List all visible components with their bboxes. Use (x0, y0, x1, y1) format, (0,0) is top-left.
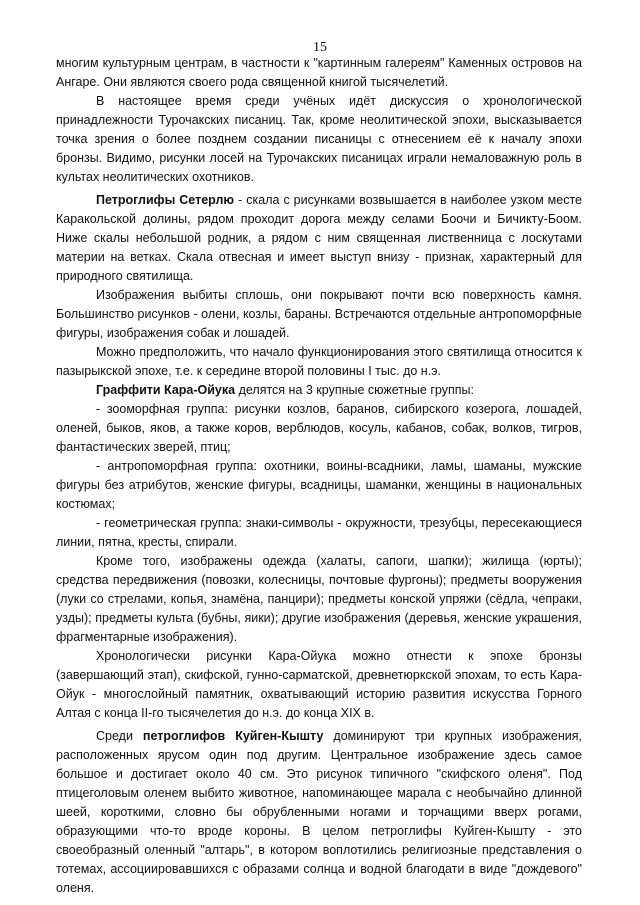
list-item-geometric: - геометрическая группа: знаки-символы - окружности, трезубцы, пересекающиеся линии, пятна, кресты, спирали. (56, 516, 582, 549)
paragraph-kuygen-kyshtu (56, 727, 582, 898)
list-item-zoomorphic: - зооморфная группа: рисунки козлов, баранов, сибирского козерога, лошадей, оленей, быков, яков, а также коров, верблюдов, косуль, кабанов, собак, волков, тигров, фантастических зверей, птиц; (56, 402, 582, 454)
list-item-anthropomorphic: - антропоморфная группа: охотники, воины-всадники, ламы, шаманы, мужские фигуры без атрибутов, женские фигуры, всадницы, шаманки, женщины в национальных костюмах; (56, 459, 582, 511)
paragraph-11: Хронологически рисунки Кара-Ойука можно отнести к эпохе бронзы (завершающий этап), скифской, гунно-сарматской, древнетюркской эпохам, то есть Кара-Ойук - многослойный памятник, охватывающий историю развития искусства Горного Алтая с конца II-го тысячелетия до н.э. до конца XIX в. (56, 649, 582, 720)
paragraph-5: Можно предположить, что начало функционирования этого святилища относится к пазырыкской эпохе, т.е. к середине второй половины I тыс. до н.э. (56, 345, 582, 378)
paragraph-10: Кроме того, изображены одежда (халаты, сапоги, шапки); жилища (юрты); средства передвижения (повозки, колесницы, почтовые фургоны); предметы вооружения (луки со стрелами, копья, знамёна, панцири); предметы конской упряжи (сёдла, чепраки, узды); предметы культа (бубны, яики); другие изображения (деревья, женские украшения, фрагментарные изображения). (56, 554, 582, 644)
paragraph-2: В настоящее время среди учёных идёт дискуссия о хронологической принадлежности Турочакских писаниц. Так, кроме неолитической эпохи, высказывается точка зрения о более позднем создании писаницы с отнесением её к началу эпохи бронзы. Видимо, рисунки лосей на Турочакских писаницах играли немаловажную роль в культах неолитических охотников. (56, 94, 582, 184)
heading-seterlyu: Петроглифы Сетерлю (96, 193, 235, 207)
heading-kara-oyuk: Граффити Кара-Ойука (96, 383, 236, 397)
paragraph-kara-oyuk (56, 381, 582, 400)
paragraph-4: Изображения выбиты сплошь, они покрывают почти всю поверхность камня. Большинство рисунков - олени, козлы, бараны. Встречаются отдельные антропоморфные фигуры, изображения собак и лошадей. (56, 288, 582, 340)
text-kara-oyuk: делятся на 3 крупные сюжетные группы: (235, 383, 474, 397)
page-number: 15 (313, 40, 327, 55)
paragraph-1: многим культурным центрам, в частности к "картинным галереям" Каменных островов на Ангаре. Они являются своего рода священной книгой тысячелетий. (56, 56, 582, 89)
document-body (56, 54, 582, 898)
text-seterlyu: - скала с рисунками возвышается в наиболее узком месте Каракольской долины, рядом проходит дорога между селами Боочи и Бичикту-Боом. Ниже скалы небольшой родник, а рядом с ним священная лиственница с лоскутами материи на ветках. Скала отвесная и имеет выступ внизу - признак, характерный для природного святилища. (56, 193, 582, 283)
paragraph-seterlyu (56, 191, 582, 286)
text-kuygen-pre: Среди (96, 729, 143, 743)
text-kuygen-kyshtu: доминируют три крупных изображения, расположенных ярусом один под другим. Центральное изображение здесь самое большое и достигает около 40 см. Это рисунок типичного "скифского оленя". Под птицеголовым оленем выбито животное, напоминающее марала с необычайно длинной шеей, короткими, словно бы обрубленными ногами и торчащими вверх рогами, образующими что-то вроде короны. В целом петроглифы Куйген-Кышту - это своеобразный оленный "алтарь", в котором воплотились религиозные представления о тотемах, ассоциировавшихся с образами солнца и водной благодати в виде "дождевого" оленя. (56, 729, 582, 895)
heading-kuygen-kyshtu: петроглифов Куйген-Кышту (142, 729, 324, 743)
